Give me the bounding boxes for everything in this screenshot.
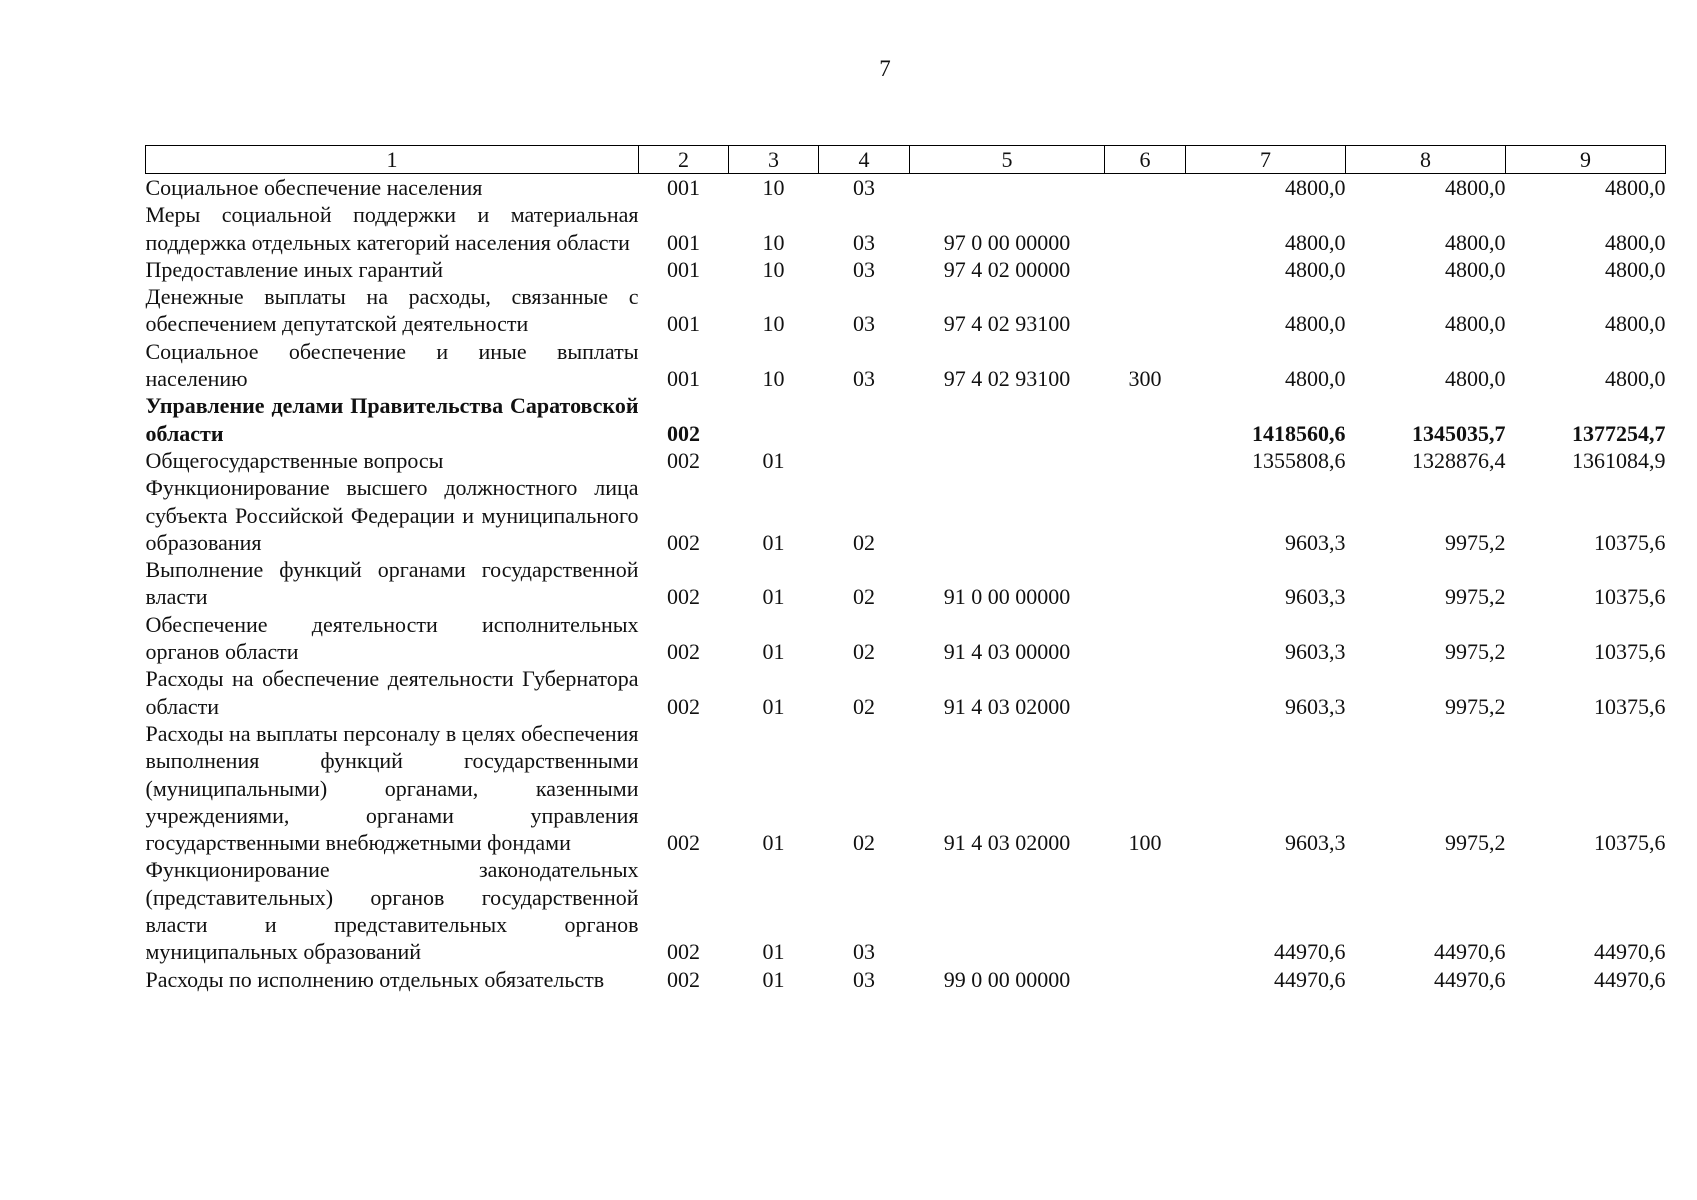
row-name: Расходы по исполнению отдельных обязательств xyxy=(145,966,605,992)
cell-amount-col9: 44970,6 xyxy=(1594,966,1666,992)
cell-subsection: 02 xyxy=(853,639,875,665)
header-cell: 4 xyxy=(819,146,910,174)
cell-amount-col9: 10375,6 xyxy=(1594,584,1666,610)
cell-expense-type xyxy=(1105,392,1186,447)
cell-section: 10 xyxy=(762,175,785,200)
cell-expense-type xyxy=(1105,856,1186,965)
cell-amount-col9: 10375,6 xyxy=(1594,639,1666,665)
cell-amount-col8: 44970,6 xyxy=(1434,939,1506,965)
cell-target-article: 91 0 00 00000 xyxy=(943,584,1071,610)
row-name: Расходы на обеспечение деятельности Губернатора области xyxy=(145,666,639,719)
cell-amount-col9: 4800,0 xyxy=(1605,311,1666,337)
table-header xyxy=(146,146,1666,174)
cell-amount-col7: 9603,3 xyxy=(1285,584,1346,610)
table-row xyxy=(146,201,1666,256)
row-name: Функционирование законодательных (представительных) органов государственной власти и представительных органов муниципальных образований xyxy=(145,857,639,965)
cell-ved: 002 xyxy=(667,693,700,719)
cell-amount-col9: 10375,6 xyxy=(1594,693,1666,719)
row-name: Управление делами Правительства Саратовской области xyxy=(145,393,639,446)
cell-ved: 002 xyxy=(667,639,700,665)
cell-amount-col8: 44970,6 xyxy=(1434,966,1506,992)
cell-amount-col8: 4800,0 xyxy=(1445,229,1506,255)
table-row xyxy=(146,556,1666,611)
cell-ved: 002 xyxy=(667,830,700,856)
cell-expense-type xyxy=(1105,966,1186,993)
cell-subsection: 02 xyxy=(853,830,875,856)
cell-subsection: 02 xyxy=(853,529,875,555)
cell-amount-col9: 10375,6 xyxy=(1594,529,1666,555)
page-number: 7 xyxy=(879,56,891,81)
cell-target-article xyxy=(910,392,1105,447)
cell-amount-col8: 4800,0 xyxy=(1445,175,1506,200)
cell-expense-type xyxy=(1105,174,1186,202)
cell-amount-col8: 9975,2 xyxy=(1445,584,1506,610)
cell-ved: 002 xyxy=(667,420,700,446)
table-row xyxy=(146,474,1666,556)
cell-subsection: 03 xyxy=(853,311,875,337)
row-name: Функционирование высшего должностного лица субъекта Российской Федерации и муниципального образования xyxy=(145,475,639,555)
cell-ved: 001 xyxy=(667,366,700,392)
cell-subsection: 03 xyxy=(853,966,875,992)
cell-amount-col8: 1328876,4 xyxy=(1412,447,1506,473)
header-cell: 5 xyxy=(910,146,1105,174)
table-row xyxy=(146,256,1666,283)
table-row xyxy=(146,966,1666,993)
cell-section: 10 xyxy=(762,366,785,392)
row-name: Расходы на выплаты персоналу в целях обеспечения выполнения функций государственными (муниципальными) органами, казенными учреждениями, органами управления государственными внебюджетными фондами xyxy=(145,720,639,856)
cell-section: 10 xyxy=(762,256,785,282)
cell-target-article: 91 4 03 02000 xyxy=(943,693,1071,719)
header-cell: 8 xyxy=(1346,146,1506,174)
cell-target-article xyxy=(910,856,1105,965)
header-cell: 2 xyxy=(639,146,729,174)
cell-amount-col9: 44970,6 xyxy=(1594,939,1666,965)
cell-amount-col7: 1355808,6 xyxy=(1252,447,1346,473)
cell-amount-col7: 4800,0 xyxy=(1285,175,1346,200)
header-cell: 7 xyxy=(1186,146,1346,174)
table-row xyxy=(146,665,1666,720)
cell-target-article xyxy=(910,474,1105,556)
row-name: Обеспечение деятельности исполнительных органов области xyxy=(145,611,639,665)
cell-subsection xyxy=(819,392,910,447)
cell-amount-col7: 1418560,6 xyxy=(1252,420,1346,446)
cell-amount-col7: 44970,6 xyxy=(1274,966,1346,992)
cell-subsection xyxy=(819,447,910,474)
cell-subsection: 03 xyxy=(853,229,875,255)
table-row xyxy=(146,856,1666,965)
cell-amount-col9: 4800,0 xyxy=(1605,175,1666,200)
cell-target-article: 97 4 02 00000 xyxy=(943,256,1071,282)
cell-subsection: 03 xyxy=(853,256,875,282)
cell-target-article: 91 4 03 00000 xyxy=(943,639,1071,665)
row-name: Социальное обеспечение и иные выплаты населению xyxy=(145,338,639,392)
cell-section: 01 xyxy=(762,639,785,665)
cell-target-article xyxy=(910,174,1105,202)
cell-target-article: 97 4 02 93100 xyxy=(943,366,1071,392)
cell-subsection: 02 xyxy=(853,693,875,719)
cell-ved: 002 xyxy=(667,529,700,555)
cell-ved: 001 xyxy=(667,256,700,282)
cell-target-article: 97 0 00 00000 xyxy=(943,229,1071,255)
cell-amount-col8: 4800,0 xyxy=(1445,366,1506,392)
cell-expense-type xyxy=(1105,556,1186,611)
cell-ved: 002 xyxy=(667,966,700,992)
table-row xyxy=(146,392,1666,447)
cell-section xyxy=(729,392,819,447)
cell-amount-col7: 9603,3 xyxy=(1285,529,1346,555)
cell-ved: 002 xyxy=(667,584,700,610)
cell-amount-col7: 9603,3 xyxy=(1285,830,1346,856)
cell-section: 01 xyxy=(762,693,785,719)
cell-target-article xyxy=(910,447,1105,474)
cell-amount-col9: 4800,0 xyxy=(1605,366,1666,392)
header-cell: 3 xyxy=(729,146,819,174)
row-name: Выполнение функций органами государственной власти xyxy=(145,557,639,610)
cell-section: 01 xyxy=(762,939,785,965)
cell-amount-col7: 9603,3 xyxy=(1285,693,1346,719)
cell-expense-type xyxy=(1105,474,1186,556)
cell-subsection: 03 xyxy=(853,175,875,200)
table-row xyxy=(146,174,1666,202)
cell-subsection: 02 xyxy=(853,584,875,610)
cell-amount-col8: 9975,2 xyxy=(1445,529,1506,555)
cell-amount-col7: 4800,0 xyxy=(1285,311,1346,337)
header-row xyxy=(146,146,1666,174)
row-name: Социальное обеспечение населения xyxy=(145,175,483,200)
cell-section: 01 xyxy=(762,966,785,992)
cell-section: 01 xyxy=(762,584,785,610)
table-row xyxy=(146,611,1666,666)
cell-subsection: 03 xyxy=(853,939,875,965)
cell-expense-type: 100 xyxy=(1128,830,1162,856)
cell-amount-col7: 4800,0 xyxy=(1285,256,1346,282)
cell-amount-col9: 1361084,9 xyxy=(1572,447,1666,473)
cell-target-article: 97 4 02 93100 xyxy=(943,311,1071,337)
cell-amount-col8: 4800,0 xyxy=(1445,311,1506,337)
cell-expense-type xyxy=(1105,256,1186,283)
cell-ved: 001 xyxy=(667,229,700,255)
row-name: Предоставление иных гарантий xyxy=(145,256,443,282)
row-name: Денежные выплаты на расходы, связанные с обеспечением депутатской деятельности xyxy=(145,284,639,337)
table-row xyxy=(146,720,1666,856)
cell-amount-col7: 44970,6 xyxy=(1274,939,1346,965)
cell-expense-type xyxy=(1105,447,1186,474)
table-row xyxy=(146,338,1666,393)
cell-expense-type xyxy=(1105,283,1186,338)
header-cell: 1 xyxy=(146,146,639,174)
header-cell: 9 xyxy=(1506,146,1666,174)
cell-ved: 001 xyxy=(667,311,700,337)
table-row xyxy=(146,283,1666,338)
table-row xyxy=(146,447,1666,474)
cell-expense-type xyxy=(1105,665,1186,720)
budget-table xyxy=(145,145,1666,993)
header-cell: 6 xyxy=(1105,146,1186,174)
cell-target-article: 91 4 03 02000 xyxy=(943,830,1071,856)
cell-section: 01 xyxy=(762,447,785,473)
cell-subsection: 03 xyxy=(853,366,875,392)
cell-section: 01 xyxy=(762,830,785,856)
cell-amount-col9: 4800,0 xyxy=(1605,256,1666,282)
cell-amount-col7: 9603,3 xyxy=(1285,639,1346,665)
row-name: Общегосударственные вопросы xyxy=(145,447,444,473)
cell-ved: 002 xyxy=(667,447,700,473)
cell-amount-col8: 9975,2 xyxy=(1445,830,1506,856)
cell-amount-col8: 9975,2 xyxy=(1445,639,1506,665)
cell-amount-col8: 1345035,7 xyxy=(1412,420,1506,446)
cell-amount-col7: 4800,0 xyxy=(1285,366,1346,392)
cell-amount-col9: 1377254,7 xyxy=(1572,420,1666,446)
cell-expense-type: 300 xyxy=(1128,366,1162,392)
cell-expense-type xyxy=(1105,201,1186,256)
cell-section: 01 xyxy=(762,529,785,555)
cell-amount-col7: 4800,0 xyxy=(1285,229,1346,255)
cell-amount-col9: 10375,6 xyxy=(1594,830,1666,856)
row-name: Меры социальной поддержки и материальная поддержка отдельных категорий населения области xyxy=(145,202,639,255)
cell-section: 10 xyxy=(762,311,785,337)
cell-section: 10 xyxy=(762,229,785,255)
cell-ved: 001 xyxy=(667,175,700,200)
table-body xyxy=(146,174,1666,993)
cell-amount-col9: 4800,0 xyxy=(1605,229,1666,255)
cell-target-article: 99 0 00 00000 xyxy=(943,966,1071,992)
cell-amount-col8: 4800,0 xyxy=(1445,256,1506,282)
cell-amount-col8: 9975,2 xyxy=(1445,693,1506,719)
cell-expense-type xyxy=(1105,611,1186,666)
cell-ved: 002 xyxy=(667,939,700,965)
